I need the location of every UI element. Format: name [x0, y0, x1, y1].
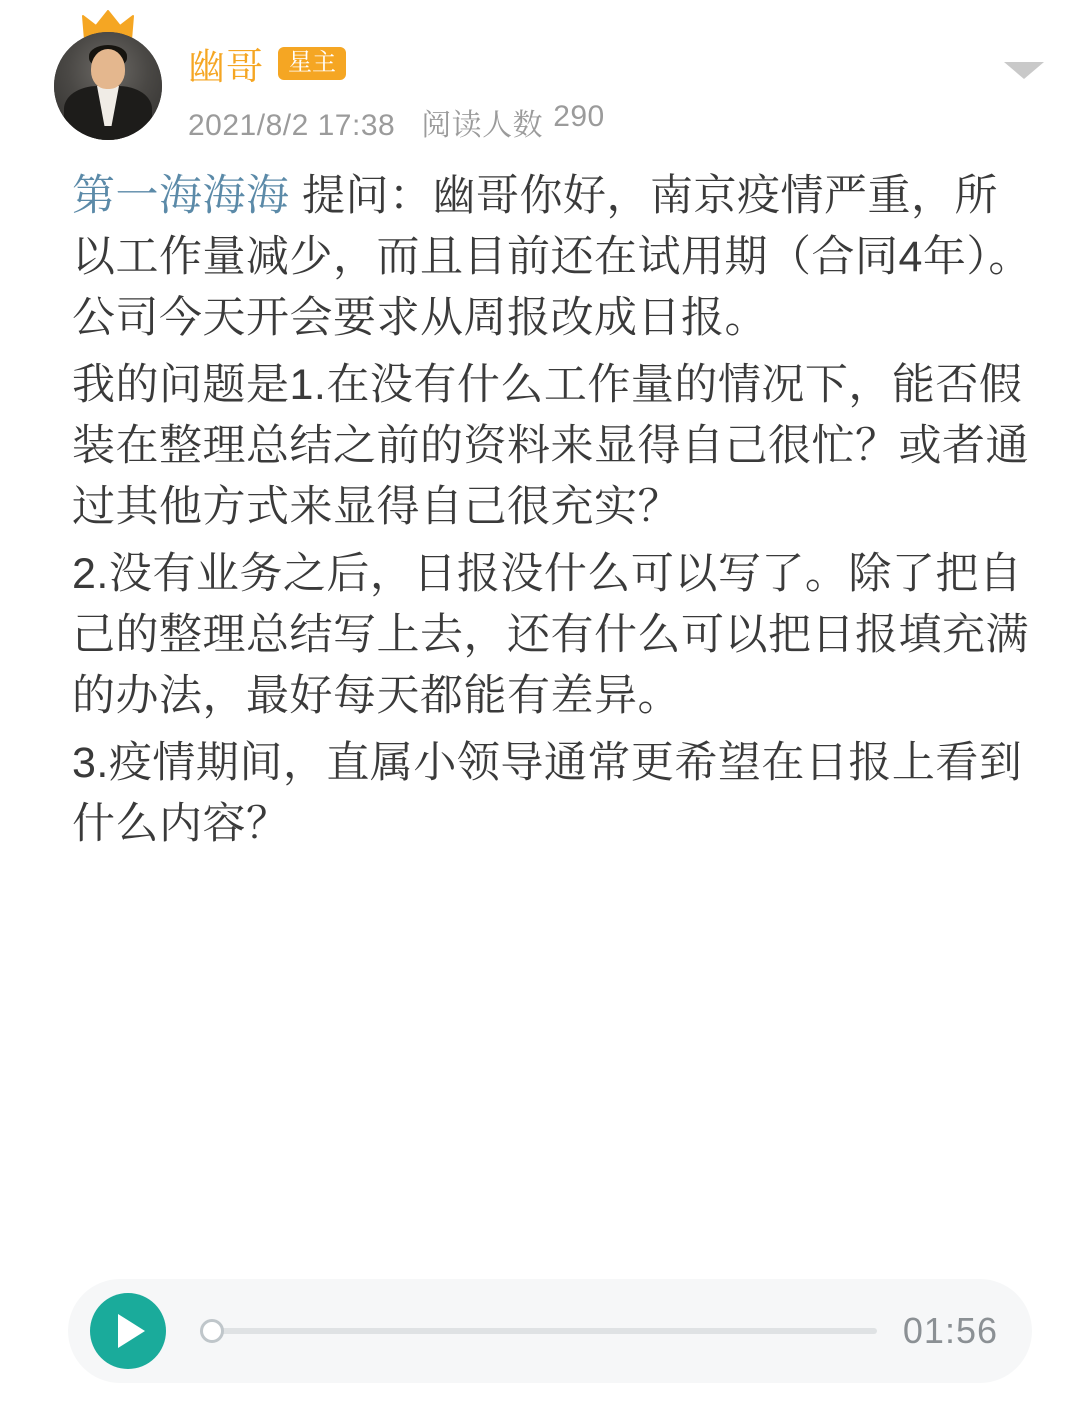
audio-player[interactable]: [68, 1279, 1032, 1383]
author-name[interactable]: 幽哥: [188, 46, 264, 87]
mention-link[interactable]: 第一海海海: [72, 172, 290, 220]
read-count-group: [421, 100, 605, 144]
post-content: [0, 140, 1080, 856]
avatar-image[interactable]: [54, 32, 162, 140]
read-count-label: 阅读人数: [421, 109, 544, 142]
audio-progress-slider[interactable]: [200, 1293, 877, 1369]
avatar[interactable]: [54, 32, 162, 140]
audio-progress-knob[interactable]: [200, 1319, 224, 1343]
author-block: [162, 18, 605, 144]
post-header: [0, 0, 1080, 140]
post-paragraph-2: 我的问题是1.在没有什么工作量的情况下，能否假装在整理总结之前的资料来显得自己很忙？或者通过其他方式来显得自己很充实？: [72, 361, 1029, 532]
post-paragraph-3: 2.没有业务之后，日报没什么可以写了。除了把自己的整理总结写上去，还有什么可以把日报填充满的办法，最好每天都能有差异。: [72, 550, 1029, 721]
post-meta: [188, 100, 605, 144]
author-row: [188, 40, 605, 86]
read-count-value: 290: [553, 100, 605, 133]
post-paragraph-4: 3.疫情期间，直属小领导通常更希望在日报上看到什么内容？: [72, 739, 1023, 849]
audio-progress-track[interactable]: [200, 1328, 877, 1334]
post-timestamp: 2021/8/2 17:38: [188, 109, 396, 142]
post-paragraph-1-text: 提问：幽哥你好，南京疫情严重，所以工作量减少，而且目前还在试用期（合同4年）。公司今天开会要求从周报改成日报。: [72, 172, 1032, 343]
chevron-down-icon[interactable]: [1004, 62, 1044, 79]
post-paragraph-1: [72, 166, 1034, 349]
play-icon[interactable]: [90, 1293, 166, 1369]
status-badge: 星主: [278, 47, 346, 80]
audio-duration: 01:56: [902, 1310, 998, 1351]
